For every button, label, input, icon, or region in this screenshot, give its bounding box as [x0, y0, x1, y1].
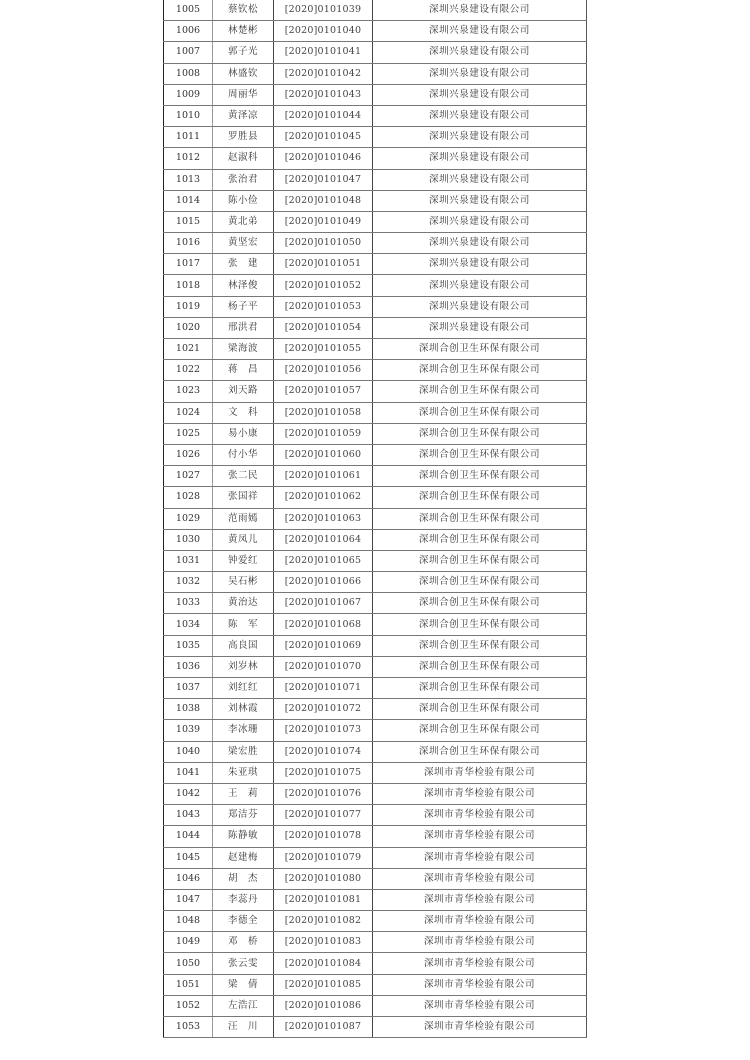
certificate-number: [2020]0101042	[274, 63, 373, 84]
company-name: 深圳兴泉建设有限公司	[373, 169, 587, 190]
person-name: 杨子平	[213, 296, 274, 317]
certificate-number: [2020]0101044	[274, 105, 373, 126]
certificate-number: [2020]0101039	[274, 0, 373, 21]
person-name: 刘岁林	[213, 656, 274, 677]
table-row	[164, 105, 587, 126]
certificate-number: [2020]0101067	[274, 593, 373, 614]
certificate-number: [2020]0101060	[274, 444, 373, 465]
row-number: 1041	[164, 762, 213, 783]
row-number: 1016	[164, 233, 213, 254]
table-row	[164, 317, 587, 338]
person-name: 刘林霞	[213, 699, 274, 720]
row-number: 1036	[164, 656, 213, 677]
row-number: 1045	[164, 847, 213, 868]
row-number: 1024	[164, 402, 213, 423]
certificate-number: [2020]0101064	[274, 529, 373, 550]
person-name: 蔡钦松	[213, 0, 274, 21]
certificate-number: [2020]0101071	[274, 678, 373, 699]
person-name: 林楚彬	[213, 21, 274, 42]
row-number: 1027	[164, 466, 213, 487]
table-row	[164, 889, 587, 910]
certificate-number: [2020]0101069	[274, 635, 373, 656]
company-name: 深圳合创卫生环保有限公司	[373, 508, 587, 529]
company-name: 深圳合创卫生环保有限公司	[373, 466, 587, 487]
person-name: 陈小俭	[213, 190, 274, 211]
row-number: 1048	[164, 911, 213, 932]
person-name: 李冰珊	[213, 720, 274, 741]
table-row	[164, 127, 587, 148]
person-name: 钟爱红	[213, 550, 274, 571]
certificate-number: [2020]0101046	[274, 148, 373, 169]
table-row	[164, 254, 587, 275]
person-name: 张二民	[213, 466, 274, 487]
table-row	[164, 678, 587, 699]
table-row	[164, 360, 587, 381]
row-number: 1014	[164, 190, 213, 211]
person-name: 高良国	[213, 635, 274, 656]
certificate-number: [2020]0101050	[274, 233, 373, 254]
company-name: 深圳合创卫生环保有限公司	[373, 593, 587, 614]
row-number: 1044	[164, 826, 213, 847]
person-name: 蒋 昌	[213, 360, 274, 381]
certificate-number: [2020]0101059	[274, 423, 373, 444]
table-row	[164, 847, 587, 868]
certificate-number: [2020]0101077	[274, 805, 373, 826]
certificate-number: [2020]0101084	[274, 953, 373, 974]
table-row	[164, 572, 587, 593]
company-name: 深圳兴泉建设有限公司	[373, 317, 587, 338]
company-name: 深圳合创卫生环保有限公司	[373, 699, 587, 720]
person-name: 刘天路	[213, 381, 274, 402]
row-number: 1021	[164, 339, 213, 360]
company-name: 深圳合创卫生环保有限公司	[373, 550, 587, 571]
person-name: 易小康	[213, 423, 274, 444]
table-row	[164, 974, 587, 995]
certificate-number: [2020]0101047	[274, 169, 373, 190]
table-row	[164, 868, 587, 889]
table-row	[164, 614, 587, 635]
person-name: 张国祥	[213, 487, 274, 508]
table-row	[164, 381, 587, 402]
table-row	[164, 339, 587, 360]
row-number: 1025	[164, 423, 213, 444]
company-name: 深圳市青华检验有限公司	[373, 995, 587, 1016]
certificate-number: [2020]0101081	[274, 889, 373, 910]
row-number: 1046	[164, 868, 213, 889]
row-number: 1005	[164, 0, 213, 21]
company-name: 深圳兴泉建设有限公司	[373, 275, 587, 296]
table-row	[164, 741, 587, 762]
table-row	[164, 1017, 587, 1038]
company-name: 深圳合创卫生环保有限公司	[373, 529, 587, 550]
certificate-number: [2020]0101061	[274, 466, 373, 487]
certificate-number: [2020]0101083	[274, 932, 373, 953]
company-name: 深圳市青华检验有限公司	[373, 1017, 587, 1038]
table-row	[164, 699, 587, 720]
person-name: 罗胜县	[213, 127, 274, 148]
table-row	[164, 656, 587, 677]
certificate-number: [2020]0101041	[274, 42, 373, 63]
row-number: 1007	[164, 42, 213, 63]
person-name: 李德全	[213, 911, 274, 932]
table-row	[164, 529, 587, 550]
company-name: 深圳合创卫生环保有限公司	[373, 614, 587, 635]
table-row	[164, 953, 587, 974]
table-row	[164, 508, 587, 529]
company-name: 深圳兴泉建设有限公司	[373, 105, 587, 126]
row-number: 1033	[164, 593, 213, 614]
table-row	[164, 148, 587, 169]
person-name: 刘红红	[213, 678, 274, 699]
certificate-list-table	[163, 0, 587, 1038]
table-row	[164, 720, 587, 741]
table-row	[164, 487, 587, 508]
certificate-number: [2020]0101045	[274, 127, 373, 148]
company-name: 深圳市青华检验有限公司	[373, 953, 587, 974]
row-number: 1038	[164, 699, 213, 720]
table-row	[164, 805, 587, 826]
table-row	[164, 423, 587, 444]
row-number: 1042	[164, 783, 213, 804]
person-name: 梁海波	[213, 339, 274, 360]
company-name: 深圳兴泉建设有限公司	[373, 84, 587, 105]
certificate-number: [2020]0101074	[274, 741, 373, 762]
company-name: 深圳合创卫生环保有限公司	[373, 635, 587, 656]
person-name: 文 科	[213, 402, 274, 423]
table-row	[164, 932, 587, 953]
company-name: 深圳合创卫生环保有限公司	[373, 741, 587, 762]
certificate-number: [2020]0101065	[274, 550, 373, 571]
company-name: 深圳合创卫生环保有限公司	[373, 656, 587, 677]
company-name: 深圳合创卫生环保有限公司	[373, 381, 587, 402]
certificate-number: [2020]0101075	[274, 762, 373, 783]
certificate-number: [2020]0101078	[274, 826, 373, 847]
company-name: 深圳合创卫生环保有限公司	[373, 720, 587, 741]
row-number: 1051	[164, 974, 213, 995]
row-number: 1047	[164, 889, 213, 910]
company-name: 深圳兴泉建设有限公司	[373, 21, 587, 42]
person-name: 赵淑科	[213, 148, 274, 169]
certificate-number: [2020]0101040	[274, 21, 373, 42]
row-number: 1009	[164, 84, 213, 105]
company-name: 深圳兴泉建设有限公司	[373, 254, 587, 275]
person-name: 黄泽凉	[213, 105, 274, 126]
company-name: 深圳合创卫生环保有限公司	[373, 402, 587, 423]
row-number: 1018	[164, 275, 213, 296]
table-row	[164, 826, 587, 847]
certificate-number: [2020]0101085	[274, 974, 373, 995]
company-name: 深圳市青华检验有限公司	[373, 889, 587, 910]
row-number: 1032	[164, 572, 213, 593]
table-row	[164, 190, 587, 211]
company-name: 深圳合创卫生环保有限公司	[373, 678, 587, 699]
row-number: 1019	[164, 296, 213, 317]
table-row	[164, 21, 587, 42]
person-name: 胡 杰	[213, 868, 274, 889]
row-number: 1029	[164, 508, 213, 529]
certificate-number: [2020]0101080	[274, 868, 373, 889]
certificate-number: [2020]0101072	[274, 699, 373, 720]
company-name: 深圳兴泉建设有限公司	[373, 0, 587, 21]
company-name: 深圳兴泉建设有限公司	[373, 190, 587, 211]
person-name: 黄治达	[213, 593, 274, 614]
company-name: 深圳市青华检验有限公司	[373, 847, 587, 868]
company-name: 深圳合创卫生环保有限公司	[373, 444, 587, 465]
person-name: 黄坚宏	[213, 233, 274, 254]
certificate-number: [2020]0101076	[274, 783, 373, 804]
certificate-number: [2020]0101082	[274, 911, 373, 932]
row-number: 1006	[164, 21, 213, 42]
person-name: 林盛钦	[213, 63, 274, 84]
certificate-number: [2020]0101052	[274, 275, 373, 296]
row-number: 1026	[164, 444, 213, 465]
row-number: 1008	[164, 63, 213, 84]
row-number: 1020	[164, 317, 213, 338]
person-name: 王 莉	[213, 783, 274, 804]
certificate-number: [2020]0101054	[274, 317, 373, 338]
person-name: 张 建	[213, 254, 274, 275]
table-row	[164, 275, 587, 296]
row-number: 1028	[164, 487, 213, 508]
certificate-number: [2020]0101087	[274, 1017, 373, 1038]
company-name: 深圳兴泉建设有限公司	[373, 211, 587, 232]
row-number: 1011	[164, 127, 213, 148]
table-row	[164, 911, 587, 932]
row-number: 1017	[164, 254, 213, 275]
row-number: 1034	[164, 614, 213, 635]
company-name: 深圳市青华检验有限公司	[373, 826, 587, 847]
certificate-number: [2020]0101066	[274, 572, 373, 593]
table-body	[164, 0, 587, 1038]
person-name: 李蕊丹	[213, 889, 274, 910]
company-name: 深圳兴泉建设有限公司	[373, 148, 587, 169]
company-name: 深圳兴泉建设有限公司	[373, 296, 587, 317]
table-row	[164, 0, 587, 21]
person-name: 周丽华	[213, 84, 274, 105]
row-number: 1052	[164, 995, 213, 1016]
table-row	[164, 296, 587, 317]
company-name: 深圳合创卫生环保有限公司	[373, 423, 587, 444]
person-name: 范雨嫣	[213, 508, 274, 529]
row-number: 1039	[164, 720, 213, 741]
row-number: 1023	[164, 381, 213, 402]
person-name: 林泽俊	[213, 275, 274, 296]
person-name: 黄北弟	[213, 211, 274, 232]
certificate-number: [2020]0101062	[274, 487, 373, 508]
company-name: 深圳市青华检验有限公司	[373, 762, 587, 783]
certificate-number: [2020]0101063	[274, 508, 373, 529]
row-number: 1022	[164, 360, 213, 381]
table-row	[164, 995, 587, 1016]
row-number: 1049	[164, 932, 213, 953]
certificate-number: [2020]0101079	[274, 847, 373, 868]
certificate-number: [2020]0101056	[274, 360, 373, 381]
person-name: 陈静敏	[213, 826, 274, 847]
person-name: 邓 桥	[213, 932, 274, 953]
person-name: 赵建梅	[213, 847, 274, 868]
certificate-number: [2020]0101070	[274, 656, 373, 677]
company-name: 深圳合创卫生环保有限公司	[373, 487, 587, 508]
certificate-number: [2020]0101058	[274, 402, 373, 423]
person-name: 付小华	[213, 444, 274, 465]
company-name: 深圳兴泉建设有限公司	[373, 233, 587, 254]
table-row	[164, 550, 587, 571]
row-number: 1035	[164, 635, 213, 656]
row-number: 1012	[164, 148, 213, 169]
company-name: 深圳合创卫生环保有限公司	[373, 572, 587, 593]
row-number: 1050	[164, 953, 213, 974]
table-row	[164, 42, 587, 63]
person-name: 左浩江	[213, 995, 274, 1016]
company-name: 深圳兴泉建设有限公司	[373, 63, 587, 84]
company-name: 深圳兴泉建设有限公司	[373, 42, 587, 63]
certificate-number: [2020]0101043	[274, 84, 373, 105]
person-name: 汪 川	[213, 1017, 274, 1038]
person-name: 郭子光	[213, 42, 274, 63]
table-row	[164, 444, 587, 465]
row-number: 1053	[164, 1017, 213, 1038]
person-name: 朱亚琪	[213, 762, 274, 783]
certificate-number: [2020]0101051	[274, 254, 373, 275]
company-name: 深圳市青华检验有限公司	[373, 911, 587, 932]
table-row	[164, 783, 587, 804]
person-name: 郑洁芬	[213, 805, 274, 826]
table-row	[164, 402, 587, 423]
row-number: 1037	[164, 678, 213, 699]
certificate-number: [2020]0101057	[274, 381, 373, 402]
table-row	[164, 466, 587, 487]
company-name: 深圳市青华检验有限公司	[373, 974, 587, 995]
certificate-number: [2020]0101055	[274, 339, 373, 360]
person-name: 黄凤儿	[213, 529, 274, 550]
company-name: 深圳市青华检验有限公司	[373, 868, 587, 889]
company-name: 深圳兴泉建设有限公司	[373, 127, 587, 148]
person-name: 梁宏胜	[213, 741, 274, 762]
row-number: 1015	[164, 211, 213, 232]
table-row	[164, 762, 587, 783]
certificate-number: [2020]0101053	[274, 296, 373, 317]
certificate-number: [2020]0101049	[274, 211, 373, 232]
row-number: 1013	[164, 169, 213, 190]
table-row	[164, 169, 587, 190]
row-number: 1010	[164, 105, 213, 126]
row-number: 1043	[164, 805, 213, 826]
person-name: 吴石彬	[213, 572, 274, 593]
certificate-number: [2020]0101048	[274, 190, 373, 211]
company-name: 深圳市青华检验有限公司	[373, 932, 587, 953]
table-row	[164, 63, 587, 84]
row-number: 1040	[164, 741, 213, 762]
row-number: 1031	[164, 550, 213, 571]
certificate-number: [2020]0101073	[274, 720, 373, 741]
person-name: 梁 倩	[213, 974, 274, 995]
table-row	[164, 593, 587, 614]
company-name: 深圳合创卫生环保有限公司	[373, 360, 587, 381]
person-name: 邢洪君	[213, 317, 274, 338]
certificate-number: [2020]0101086	[274, 995, 373, 1016]
row-number: 1030	[164, 529, 213, 550]
company-name: 深圳合创卫生环保有限公司	[373, 339, 587, 360]
person-name: 张治君	[213, 169, 274, 190]
person-name: 张云雯	[213, 953, 274, 974]
table-row	[164, 211, 587, 232]
certificate-number: [2020]0101068	[274, 614, 373, 635]
table-row	[164, 84, 587, 105]
person-name: 陈 军	[213, 614, 274, 635]
company-name: 深圳市青华检验有限公司	[373, 783, 587, 804]
company-name: 深圳市青华检验有限公司	[373, 805, 587, 826]
table-row	[164, 233, 587, 254]
table-row	[164, 635, 587, 656]
